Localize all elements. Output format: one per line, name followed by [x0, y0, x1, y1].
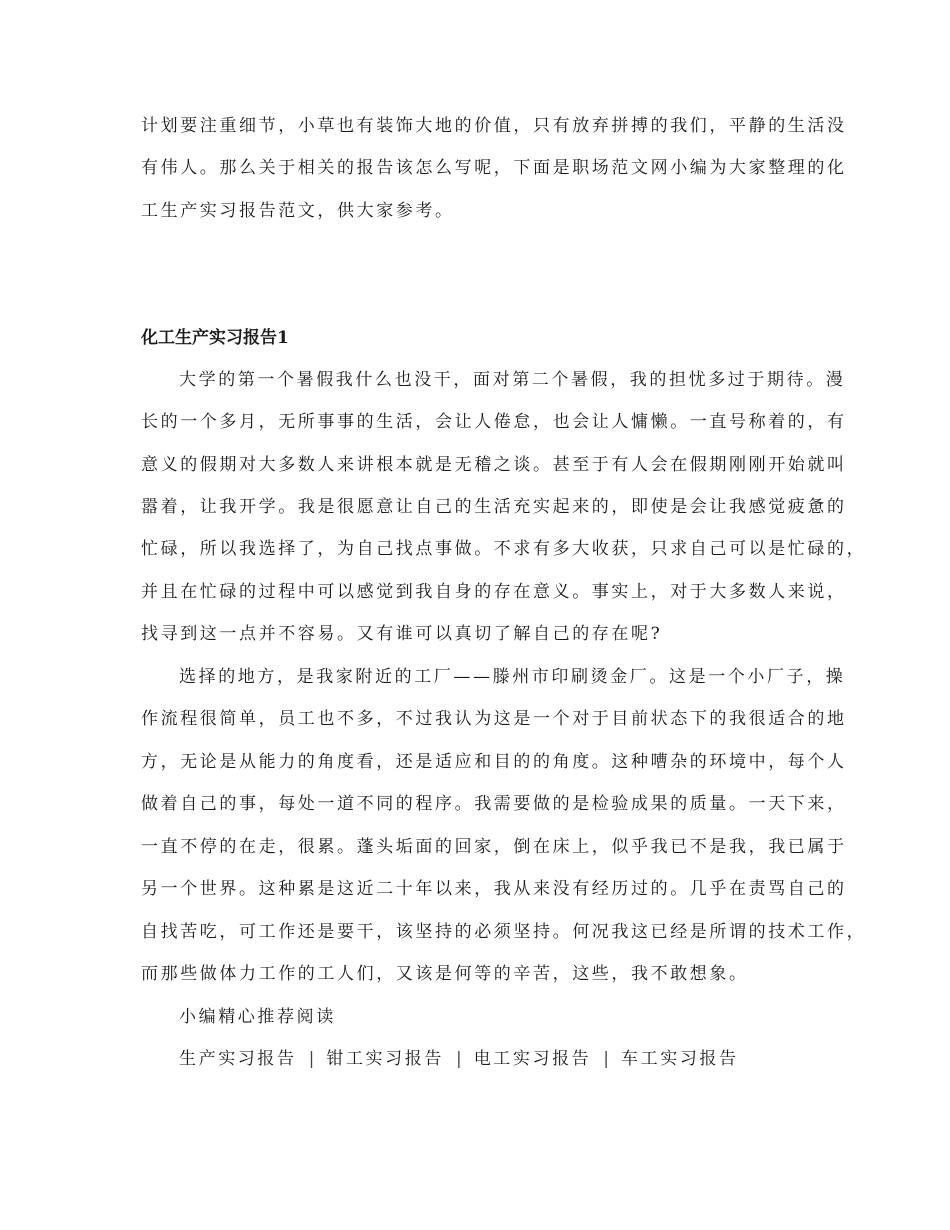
paragraph-line: 方，无论是从能力的角度看，还是适应和目的的角度。这种嘈杂的环境中，每个人	[141, 752, 847, 772]
link-separator: |	[455, 1049, 462, 1069]
section-title: 化工生产实习报告1	[141, 328, 289, 348]
link-lathe-internship-report[interactable]: 车工实习报告	[621, 1049, 739, 1069]
paragraph-line: 选择的地方，是我家附近的工厂——滕州市印刷烫金厂。这是一个小厂子，操	[179, 667, 846, 687]
paragraph-line: 另一个世界。这种累是这近二十年以来，我从来没有经历过的。几乎在责骂自己的	[141, 879, 847, 899]
link-fitter-internship-report[interactable]: 钳工实习报告	[326, 1049, 444, 1069]
link-electrician-internship-report[interactable]: 电工实习报告	[473, 1049, 592, 1069]
paragraph-line: 做着自己的事，每处一道不同的程序。我需要做的是检验成果的质量。一天下来，	[141, 794, 847, 814]
intro-line: 工生产实习报告范文，供大家参考。	[141, 201, 455, 221]
paragraph-line: 一直不停的在走，很累。蓬头垢面的回家，倒在床上，似乎我已不是我，我已属于	[141, 837, 847, 857]
paragraph-line: 长的一个多月，无所事事的生活，会让人倦怠，也会让人慵懒。一直号称着的，有	[141, 412, 847, 432]
paragraph-line: 作流程很简单，员工也不多，不过我认为这是一个对于目前状态下的我很适合的地	[141, 709, 847, 729]
intro-line: 有伟人。那么关于相关的报告该怎么写呢，下面是职场范文网小编为大家整理的化	[141, 158, 847, 178]
link-separator: |	[603, 1049, 610, 1069]
link-production-internship-report[interactable]: 生产实习报告	[179, 1049, 297, 1069]
intro-line: 计划要注重细节，小草也有装饰大地的价值，只有放弃拼搏的我们，平静的生活没	[141, 116, 847, 136]
paragraph-line: 自找苦吃，可工作还是要干，该坚持的必须坚持。何况我这已经是所谓的技术工作，	[141, 922, 867, 942]
paragraph-line: 而那些做体力工作的工人们，又该是何等的辛苦，这些，我不敢想象。	[141, 964, 749, 984]
paragraph-line: 忙碌，所以我选择了，为自己找点事做。不求有多大收获，只求自己可以是忙碌的，	[141, 539, 867, 559]
paragraph-line: 嚣着，让我开学。我是很愿意让自己的生活充实起来的，即使是会让我感觉疲惫的	[141, 497, 847, 517]
recommend-links	[179, 1047, 739, 1071]
paragraph-line: 并且在忙碌的过程中可以感觉到我自身的存在意义。事实上，对于大多数人来说，	[141, 582, 847, 602]
recommend-label: 小编精心推荐阅读	[179, 1007, 336, 1027]
link-separator: |	[308, 1049, 315, 1069]
paragraph-line: 大学的第一个暑假我什么也没干，面对第二个暑假，我的担忧多过于期待。漫	[179, 370, 846, 390]
paragraph-line: 意义的假期对大多数人来讲根本就是无稽之谈。甚至于有人会在假期刚刚开始就叫	[141, 455, 847, 475]
paragraph-line: 找寻到这一点并不容易。又有谁可以真切了解自己的存在呢?	[141, 624, 663, 644]
